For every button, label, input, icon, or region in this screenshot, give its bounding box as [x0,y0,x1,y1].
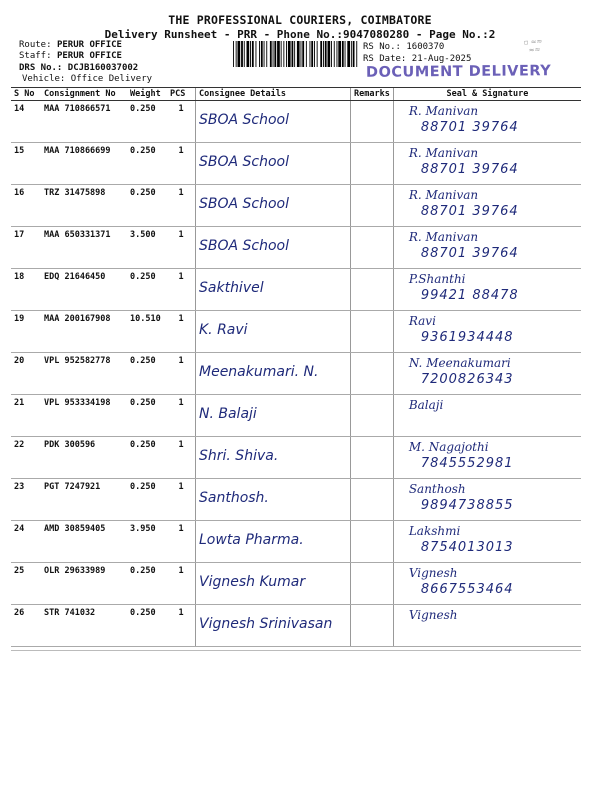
row-remarks [351,563,394,605]
row-consignee [196,311,351,353]
route-value: PERUR OFFICE [56,40,122,50]
signature-phone: 7845552981 [420,456,514,471]
row-weight: 0.250 [127,605,167,647]
signature-phone: 88701 39764 [420,204,519,219]
row-pcs: 1 [167,143,196,185]
row-consignment-no: PDK 300596 [41,437,127,479]
row-consignment-no: STR 741032 [41,605,127,647]
row-consignee [196,521,351,563]
row-seal-signature [393,143,581,185]
row-weight: 10.510 [127,311,167,353]
consignee-handwriting: Sakthivel [199,280,264,296]
row-sno: 22 [11,437,41,479]
row-seal-signature [393,269,581,311]
row-consignment-no: VPL 952582778 [41,353,127,395]
signature-phone: 88701 39764 [420,246,519,261]
signature-name: Vignesh [408,566,458,580]
row-consignee [196,563,351,605]
row-seal-signature [393,395,581,437]
consignee-handwriting: SBOA School [199,154,290,170]
row-pcs: 1 [167,311,196,353]
row-seal-signature [393,437,581,479]
table-row [11,311,581,353]
row-sno: 20 [11,353,41,395]
col-seal-signature: Seal & Signature [393,88,581,101]
row-consignment-no: EDQ 21646450 [41,269,127,311]
table-row [11,269,581,311]
page-bottom-rule [11,650,581,651]
row-consignment-no: TRZ 31475898 [41,185,127,227]
signature-name: N. Meenakumari [408,356,511,370]
signature-name: Vignesh [408,608,458,622]
row-weight: 0.250 [127,437,167,479]
row-weight: 0.250 [127,563,167,605]
signature-phone: 88701 39764 [420,162,519,177]
row-consignee [196,143,351,185]
signature-phone: 9361934448 [420,330,514,345]
rs-no-line: RS No.: 1600370 [363,42,445,52]
rs-date-value: 21-Aug-2025 [411,54,472,64]
signature-name: R. Manivan [408,230,479,244]
rs-date-line: RS Date: 21-Aug-2025 [363,54,472,64]
consignee-handwriting: SBOA School [199,196,290,212]
row-pcs: 1 [167,185,196,227]
row-weight: 0.250 [127,269,167,311]
row-consignment-no: OLR 29633989 [41,563,127,605]
table-row [11,101,581,143]
row-sno: 21 [11,395,41,437]
row-weight: 3.500 [127,227,167,269]
row-consignee [196,605,351,647]
consignee-handwriting: N. Balaji [199,406,257,422]
row-remarks [351,143,394,185]
faint-stamp-mark: ▫ ≈≈ ≈≈ [523,37,543,55]
row-consignment-no: MAA 710866571 [41,101,127,143]
table-row [11,185,581,227]
col-sno: S No [11,88,41,101]
row-seal-signature [393,479,581,521]
row-sno: 23 [11,479,41,521]
table-row [11,353,581,395]
table-row [11,479,581,521]
row-sno: 19 [11,311,41,353]
col-weight: Weight [127,88,167,101]
signature-phone: 9894738855 [420,498,514,513]
row-pcs: 1 [167,269,196,311]
consignee-handwriting: SBOA School [199,238,290,254]
row-remarks [351,227,394,269]
signature-phone: 8754013013 [420,540,514,555]
row-remarks [351,269,394,311]
row-pcs: 1 [167,353,196,395]
table-row [11,605,581,647]
row-remarks [351,311,394,353]
row-remarks [351,479,394,521]
row-weight: 0.250 [127,185,167,227]
row-consignment-no: PGT 7247921 [41,479,127,521]
col-consignment: Consignment No [41,88,127,101]
signature-name: Ravi [408,314,436,328]
table-row [11,521,581,563]
signature-phone: 99421 88478 [420,288,519,303]
row-sno: 24 [11,521,41,563]
rs-no-value: 1600370 [406,42,445,52]
table-row [11,395,581,437]
row-weight: 0.250 [127,101,167,143]
barcode [233,41,358,67]
row-consignee [196,353,351,395]
row-consignment-no: MAA 710866699 [41,143,127,185]
drs-value: DCJB160037002 [67,63,139,73]
row-pcs: 1 [167,479,196,521]
row-consignment-no: VPL 953334198 [41,395,127,437]
staff-value: PERUR OFFICE [56,51,122,61]
row-seal-signature [393,563,581,605]
row-weight: 0.250 [127,353,167,395]
signature-name: Balaji [408,398,444,412]
consignee-handwriting: SBOA School [199,112,290,128]
row-remarks [351,521,394,563]
row-seal-signature [393,185,581,227]
vehicle-line: Vehicle: Office Delivery [22,74,153,84]
table-row [11,563,581,605]
signature-phone: 88701 39764 [420,120,519,135]
runsheet-table [11,87,581,647]
row-seal-signature [393,521,581,563]
row-sno: 26 [11,605,41,647]
signature-name: M. Nagajothi [408,440,489,454]
consignee-handwriting: Vignesh Srinivasan [199,616,333,632]
col-remarks: Remarks [351,88,394,101]
row-sno: 25 [11,563,41,605]
row-seal-signature [393,311,581,353]
consignee-handwriting: Shri. Shiva. [199,448,279,464]
row-consignee [196,101,351,143]
row-consignee [196,227,351,269]
row-pcs: 1 [167,563,196,605]
signature-name: R. Manivan [408,146,479,160]
row-consignee [196,437,351,479]
row-weight: 0.250 [127,479,167,521]
row-seal-signature [393,101,581,143]
row-pcs: 1 [167,605,196,647]
row-remarks [351,605,394,647]
row-sno: 16 [11,185,41,227]
consignee-handwriting: Meenakumari. N. [199,364,319,380]
row-remarks [351,395,394,437]
row-remarks [351,101,394,143]
row-remarks [351,185,394,227]
table-header-row [11,88,581,101]
signature-phone: 7200826343 [420,372,514,387]
row-sno: 17 [11,227,41,269]
row-sno: 18 [11,269,41,311]
col-pcs: PCS [167,88,196,101]
row-remarks [351,437,394,479]
row-consignment-no: AMD 30859405 [41,521,127,563]
signature-phone: 8667553464 [420,582,514,597]
row-consignee [196,269,351,311]
vehicle-value: Office Delivery [70,74,153,84]
table-row [11,143,581,185]
row-consignment-no: MAA 650331371 [41,227,127,269]
runsheet-subtitle: Delivery Runsheet - PRR - Phone No.:9047080280 - Page No.:2 [104,28,496,41]
row-pcs: 1 [167,227,196,269]
row-weight: 0.250 [127,143,167,185]
row-pcs: 1 [167,395,196,437]
signature-name: P.Shanthi [408,272,466,286]
table-row [11,227,581,269]
signature-name: R. Manivan [408,188,479,202]
row-pcs: 1 [167,437,196,479]
signature-name: Santhosh [408,482,466,496]
consignee-handwriting: Lowta Pharma. [199,532,304,548]
row-seal-signature [393,605,581,647]
signature-name: R. Manivan [408,104,479,118]
row-pcs: 1 [167,101,196,143]
consignee-handwriting: Vignesh Kumar [199,574,306,590]
col-consignee: Consignee Details [196,88,351,101]
row-consignee [196,479,351,521]
table-row [11,437,581,479]
consignee-handwriting: Santhosh. [199,490,269,506]
drs-line: DRS No.: DCJB160037002 [19,63,139,73]
staff-line: Staff: PERUR OFFICE [19,51,122,61]
company-title: THE PROFESSIONAL COURIERS, COIMBATORE [168,13,432,27]
row-remarks [351,353,394,395]
row-weight: 3.950 [127,521,167,563]
row-consignee [196,395,351,437]
row-sno: 14 [11,101,41,143]
row-consignment-no: MAA 200167908 [41,311,127,353]
row-seal-signature [393,353,581,395]
row-seal-signature [393,227,581,269]
document-delivery-stamp: DOCUMENT DELIVERY [365,63,552,81]
row-pcs: 1 [167,521,196,563]
row-weight: 0.250 [127,395,167,437]
route-line: Route: PERUR OFFICE [19,40,122,50]
signature-name: Lakshmi [408,524,461,538]
row-consignee [196,185,351,227]
consignee-handwriting: K. Ravi [199,322,248,338]
row-sno: 15 [11,143,41,185]
